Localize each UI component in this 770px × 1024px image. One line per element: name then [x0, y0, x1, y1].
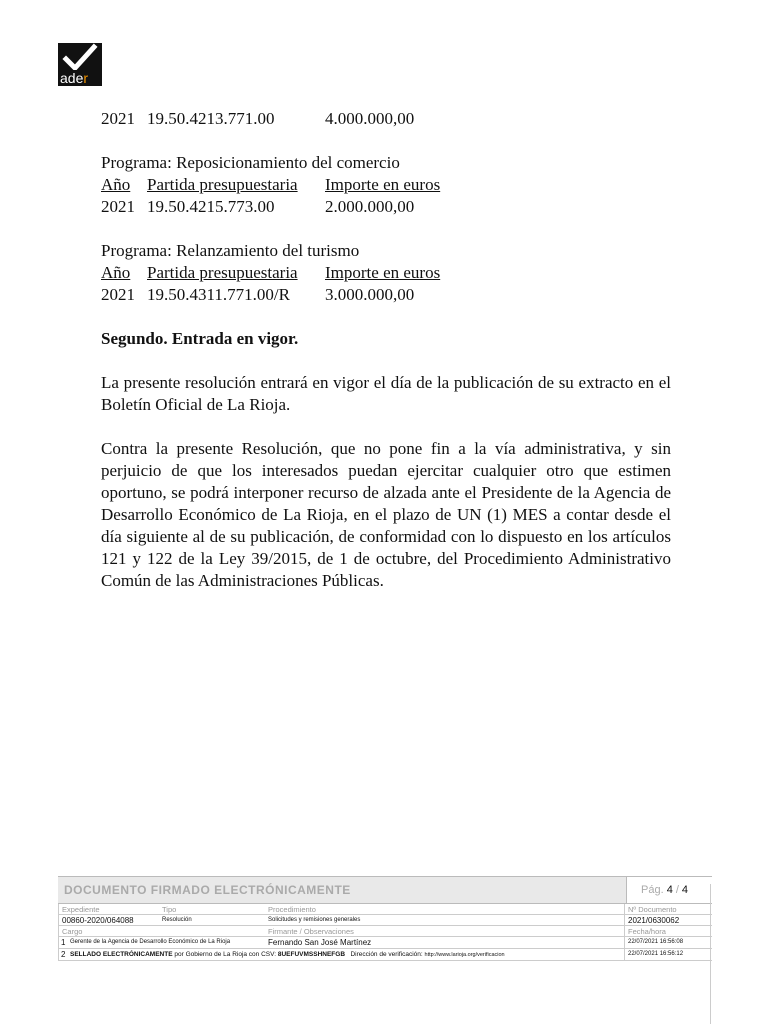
csv-value: 8UEFUVMSSHNEFGB — [277, 951, 346, 958]
program-table-header: Año Partida presupuestaria Importe en euros — [101, 175, 441, 194]
firmante-value: Fernando San José Martínez — [268, 938, 372, 947]
signature-banner — [58, 876, 712, 904]
program-title: Programa: Relanzamiento del turismo — [101, 241, 360, 260]
signature-row: 1 Gerente de la Agencia de Desarrollo Económico de La Rioja Fernando San José Martínez 22/07/2021 16:56:08 — [58, 937, 712, 949]
budget-row: 2021 19.50.4311.771.00/R 3.000.000,00 — [101, 285, 415, 304]
cargo-value: Gerente de la Agencia de Desarrollo Económico de La Rioja — [70, 939, 231, 945]
sellado-label: SELLADO ELECTRÓNICAMENTE — [70, 951, 173, 958]
banner-title: DOCUMENTO FIRMADO ELECTRÓNICAMENTE — [64, 883, 351, 897]
procedimiento-value: Solicitudes y remisiones generales — [268, 917, 361, 923]
page-current: 4 — [666, 884, 673, 896]
fecha-value: 22/07/2021 16:56:08 — [628, 939, 684, 945]
signature-grid — [58, 904, 712, 961]
checkmark-icon — [58, 43, 102, 73]
fecha-value: 22/07/2021 16:56:12 — [628, 951, 684, 957]
paragraph: Contra la presente Resolución, que no pone fin a la vía administrativa, y sin perjuicio de que los interesados puedan ejercitar cualquier otro que estimen oportuno, se podrá interponer recurso de alzada ante el Presidente de la Agencia de Desarrollo Económico de La Rioja, en el plazo de UN (1) MES a contar desde el día siguiente al de su publicación, de conformidad con lo dispuesto en los artículos 121 y 122 de la Ley 39/2015, de 1 de octubre, del Procedimiento Administrativo Común de las Administraciones Públicas. — [101, 439, 671, 590]
grid-header-row: Expediente Tipo Procedimiento Nº Documento — [58, 904, 712, 915]
page-indicator: Pág. 4 / 4 — [626, 877, 712, 903]
expediente-value: 00860-2020/064088 — [62, 916, 134, 925]
signature-footer — [58, 876, 712, 961]
grid-header-row: Cargo Firmante / Observaciones Fecha/hora — [58, 926, 712, 937]
document-body — [101, 108, 671, 592]
grid-value-row — [58, 915, 712, 926]
signature-row: 2 SELLADO ELECTRÓNICAMENTE por Gobierno de La Rioja con CSV: 8UEFUVMSSHNEFGB Dirección de verificación: http://www.larioja.org/verificacion 22/07/2021 16:56:12 — [58, 949, 712, 961]
logo-text: ader — [58, 70, 102, 86]
paragraph: La presente resolución entrará en vigor el día de la publicación de su extracto en el Boletín Oficial de La Rioja. — [101, 373, 671, 414]
num-documento-value: 2021/0630062 — [628, 916, 680, 925]
verification-url: http://www.larioja.org/verificacion — [424, 952, 505, 958]
section-heading: Segundo. Entrada en vigor. — [101, 329, 299, 348]
ader-logo — [58, 43, 102, 85]
budget-row: 2021 19.50.4215.773.00 2.000.000,00 — [101, 197, 415, 216]
budget-row-top: 2021 19.50.4213.771.00 4.000.000,00 — [101, 109, 415, 128]
page-total: 4 — [681, 884, 689, 896]
margin-line — [710, 884, 711, 1024]
tipo-value: Resolución — [162, 917, 192, 923]
program-title: Programa: Reposicionamiento del comercio — [101, 153, 400, 172]
program-table-header: Año Partida presupuestaria Importe en euros — [101, 263, 441, 282]
